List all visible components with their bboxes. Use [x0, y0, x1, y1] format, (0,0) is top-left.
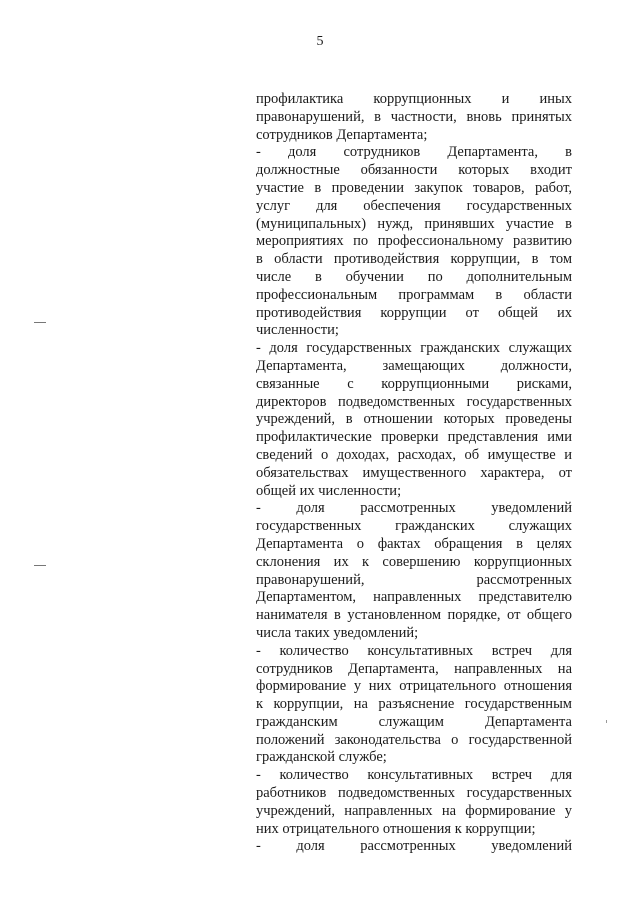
body-text: [256, 91, 572, 856]
scan-margin-mark: [34, 322, 46, 323]
text-line: сотрудников Департамента, направленных на: [256, 660, 572, 677]
text-line: обязательствах имущественного характера, от: [256, 464, 572, 481]
text-line: в области противодействия коррупции, в том: [256, 251, 572, 268]
text-line: - доля рассмотренных уведомлений: [256, 500, 572, 517]
text-line: - доля рассмотренных уведомлений: [256, 838, 572, 855]
text-line: профессиональным программам в области: [256, 286, 572, 303]
text-line: участие в проведении закупок товаров, работ,: [256, 179, 572, 196]
text-line: сотрудников Департамента;: [256, 126, 428, 143]
text-line: гражданским служащим Департамента: [256, 713, 572, 730]
text-line: числа таких уведомлений;: [256, 624, 419, 641]
text-line: директоров подведомственных государственных: [256, 393, 572, 410]
text-line: - доля сотрудников Департамента, в: [256, 144, 572, 161]
text-line: численности;: [256, 322, 339, 339]
page-number: 5: [316, 34, 324, 49]
text-line: Департаментом, направленных представителю: [256, 589, 572, 606]
text-line: формирование у них отрицательного отношения: [256, 678, 572, 695]
text-line: услуг для обеспечения государственных: [256, 197, 572, 214]
text-line: государственных гражданских служащих: [256, 518, 572, 535]
text-line: профилактические проверки представления ими: [256, 429, 572, 446]
text-line: учреждений, направленных на формирование у: [256, 802, 572, 819]
text-line: - доля государственных гражданских служащих: [256, 340, 572, 357]
text-line: мероприятиях по профессиональному развитию: [256, 233, 572, 250]
text-line: учреждений, в отношении которых проведены: [256, 411, 572, 428]
text-line: Департамента, замещающих должности,: [256, 357, 572, 374]
text-line: сведений о доходах, расходах, об имуществе и: [256, 446, 572, 463]
text-line: правонарушений, рассмотренных: [256, 571, 572, 588]
text-line: работников подведомственных государственных: [256, 785, 572, 802]
text-line: противодействия коррупции от общей их: [256, 304, 572, 321]
text-line: к коррупции, на разъяснение государственным: [256, 696, 572, 713]
text-line: должностные обязанности которых входит: [256, 162, 572, 179]
text-line: профилактика коррупционных и иных: [256, 91, 572, 107]
text-line: общей их численности;: [256, 482, 402, 499]
text-line: - количество консультативных встреч для: [256, 767, 572, 784]
text-line: них отрицательного отношения к коррупции;: [256, 820, 536, 837]
text-line: (муниципальных) нужд, принявших участие в: [256, 215, 572, 232]
text-line: положений законодательства о государственной: [256, 731, 572, 748]
text-line: связанные с коррупционными рисками,: [256, 375, 572, 392]
text-line: нанимателя в установленном порядке, от общего: [256, 607, 572, 624]
text-line: числе в обучении по дополнительным: [256, 268, 572, 285]
text-line: - количество консультативных встреч для: [256, 642, 572, 659]
scan-margin-mark: [34, 565, 46, 566]
text-line: Департамента о фактах обращения в целях: [256, 535, 572, 552]
text-line: гражданской службе;: [256, 749, 387, 766]
text-line: склонения их к совершению коррупционных: [256, 553, 572, 570]
scan-margin-speck: [606, 720, 607, 723]
text-line: правонарушений, в частности, вновь принятых: [256, 108, 572, 125]
